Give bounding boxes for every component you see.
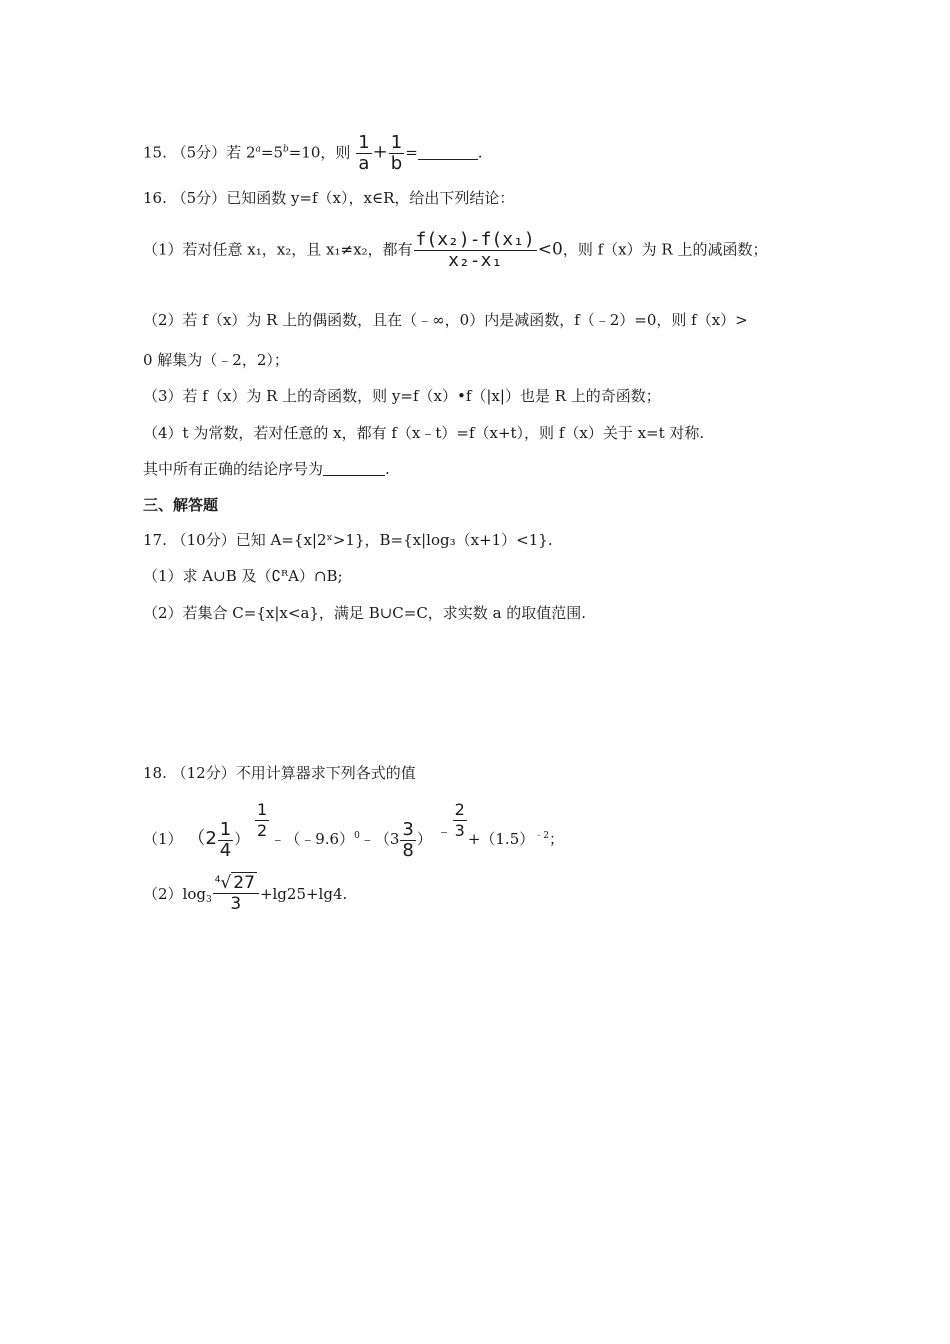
q18-p1-close2: ）: [416, 830, 432, 848]
q17-score: （10分）: [171, 531, 236, 549]
q18-p2-root-index: 4: [214, 875, 221, 885]
q16-conclusion-4: （4）t 为常数，若对任意的 x，都有 f（x﹣t）=f（x+t），则 f（x）关于 x=t 对称.: [143, 424, 705, 442]
q18-p1-sup-m2: ﹣2: [534, 831, 549, 841]
q15-eq1: =5: [260, 143, 283, 162]
q16-conclusion-2-line1: （2）若 f（x）为 R 上的偶函数，且在（﹣∞，0）内是减函数，f（﹣2）=0，则 f（x）>: [143, 311, 748, 329]
q18-p1-end: ；: [548, 830, 564, 848]
q18-p1-mixed1-fraction: $\frac{1}{4}$: [219, 818, 232, 861]
q18-stem-text: 不用计算器求下列各式的值: [235, 764, 416, 782]
q17-number: 17.: [143, 531, 167, 549]
q16-c1-fraction: $\frac{\text{f(x₂)-f(x₁)}}{\text{x₂-x₁}}$: [415, 229, 535, 271]
q18-p1-neg: ﹣: [436, 822, 452, 840]
question-15: [143, 133, 483, 174]
q16-stem-text: 已知函数 y=f（x），x∈R，给出下列结论：: [226, 189, 515, 207]
section-heading: 三、解答题: [143, 496, 219, 514]
question-17-stem: [143, 530, 553, 550]
q18-p1-label: （1）: [143, 830, 183, 848]
q18-p2-denominator: 3: [230, 894, 242, 914]
q18-p1-mid2: ﹣（3: [359, 830, 400, 848]
q15-plus: +: [372, 141, 388, 163]
q18-p1-mid1: ﹣（﹣9.6）: [270, 830, 355, 848]
q18-p2-root-fraction: $\frac{^4√ 27}{3}$: [213, 870, 259, 914]
q15-end: .: [477, 143, 483, 162]
q18-p1-mid3: +（1.5）: [467, 830, 535, 848]
q15-score: （5分）: [171, 143, 227, 162]
q16-c1-pre: （1）若对任意 x₁，x₂，且 x₁≠x₂，都有: [143, 240, 413, 259]
q18-p1-exponent1: $\frac{1}{2}$: [257, 800, 268, 840]
q15-fraction-1a: $\frac{1}{a}$: [358, 132, 370, 174]
q16-answer-blank[interactable]: [323, 459, 385, 476]
q18-p2-label: （2）log: [143, 885, 206, 903]
q18-part-1: [143, 800, 564, 861]
question-16-stem: [143, 188, 514, 208]
q18-p1-mixed2-fraction: $\frac{3}{8}$: [402, 818, 414, 861]
q18-p1-close1: ）: [234, 830, 250, 848]
q18-score: （12分）: [171, 764, 236, 782]
q17-stem-text: 已知 A={x|2ˣ>1}，B={x|log₃（x+1）<1}.: [235, 531, 553, 549]
q16-conclusion-3: （3）若 f（x）为 R 上的奇函数，则 y=f（x）•f（|x|）也是 R 上的奇函数；: [143, 387, 661, 405]
question-18-stem: [143, 763, 416, 783]
q15-eq3: =: [405, 143, 418, 162]
q16-conclusion-2-line2: 0 解集为（﹣2，2）；: [143, 351, 289, 369]
q18-p2-radicand: 27: [233, 873, 255, 893]
q18-p2-rest: +lg25+lg4.: [259, 885, 348, 903]
q18-number: 18.: [143, 764, 167, 782]
q16-c1-lt: <0: [537, 239, 563, 260]
q17-part-1: （1）求 A∪B 及（∁ᴿA）∩B;: [143, 567, 343, 585]
q16-ask: [143, 459, 390, 479]
q18-p1-sup0: 0: [354, 831, 360, 841]
q18-p1-exponent2: $\frac{2}{3}$: [454, 800, 465, 840]
q15-text: 若 2: [226, 143, 256, 162]
q16-ask-text: 其中所有正确的结论序号为: [143, 460, 324, 478]
q16-number: 16.: [143, 189, 167, 207]
q18-p2-base: 3: [205, 895, 212, 905]
q15-number: 15.: [143, 143, 167, 162]
q15-fraction-1b: $\frac{1}{b}$: [390, 132, 403, 174]
q15-eq2: =10，则: [288, 143, 351, 162]
q16-c1-post: ，则 f（x）为 R 上的减函数；: [562, 240, 768, 259]
q18-part-2: [143, 870, 347, 920]
q16-conclusion-1: [143, 230, 767, 271]
q18-p1-open1: （2: [187, 828, 217, 849]
q15-answer-blank[interactable]: [418, 143, 478, 160]
q16-ask-end: .: [385, 460, 390, 478]
q17-part-2: （2）若集合 C={x|x<a}，满足 B∪C=C，求实数 a 的取值范围.: [143, 604, 587, 622]
q16-score: （5分）: [171, 189, 227, 207]
q15-sup-a: a: [255, 144, 261, 155]
q15-sup-b: b: [283, 144, 289, 155]
